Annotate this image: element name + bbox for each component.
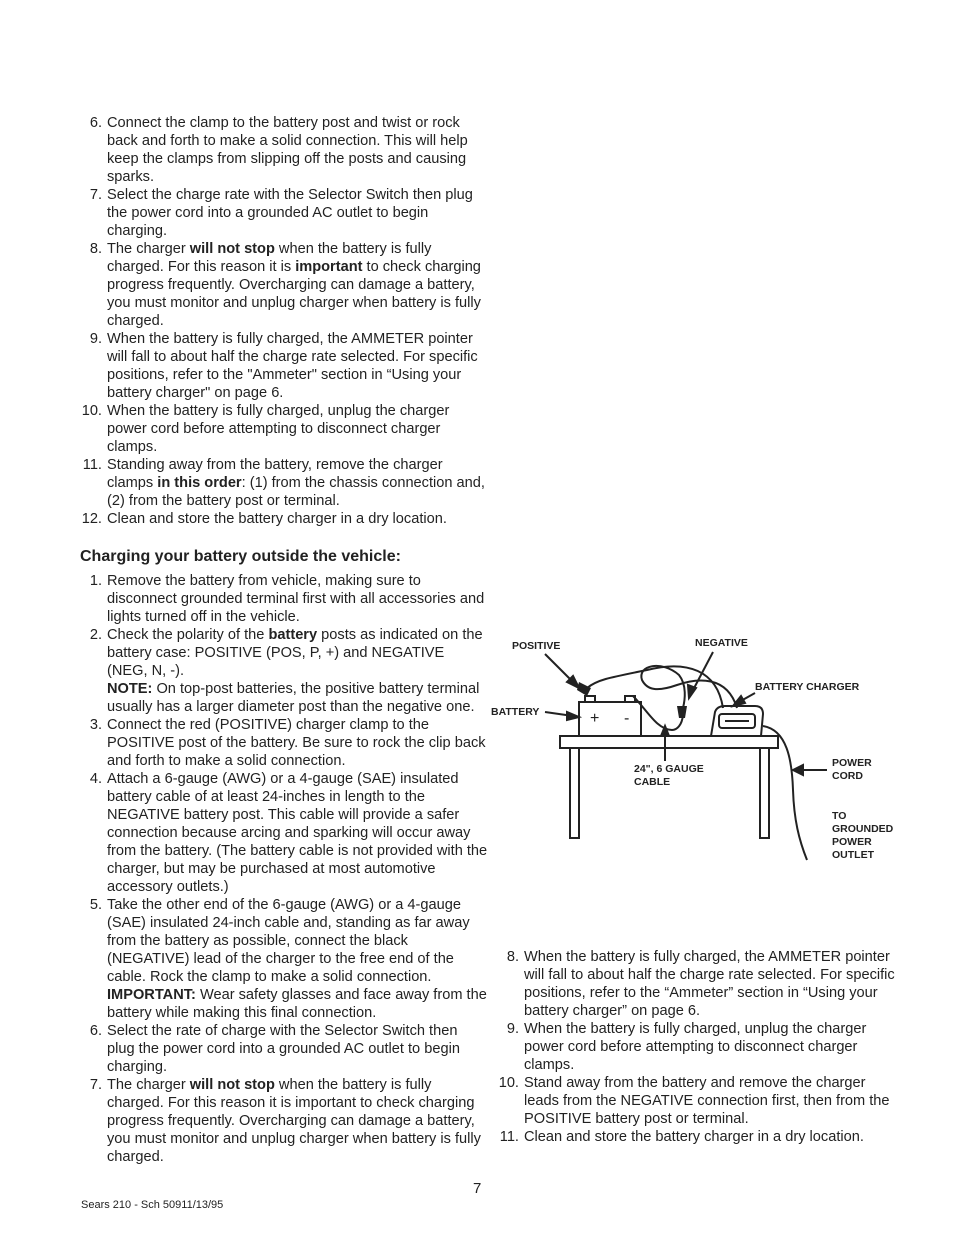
- list-item-number: 7.: [89, 187, 102, 203]
- list-item-text: Connect the clamp to the battery post and twist or rock back and forth to make a solid connection. This will help keep the clamps from slipping off the posts and causing sparks.: [107, 115, 468, 185]
- note-text: On top-post batteries, the positive battery terminal usually has a larger diameter post than the negative one.: [107, 681, 480, 715]
- label-outlet-4: OUTLET: [832, 849, 874, 861]
- list-item: [78, 770, 488, 896]
- list-item: [78, 330, 488, 402]
- list-item-number: 6.: [89, 115, 102, 131]
- label-cable-1: 24", 6 GAUGE: [634, 763, 704, 775]
- list-item-number: 2.: [89, 627, 102, 643]
- left-column: [78, 114, 488, 1166]
- list-item-number: 12.: [81, 511, 102, 527]
- list-item: [78, 456, 488, 510]
- list-item-number: 3.: [89, 717, 102, 733]
- emphasis-text: will not stop: [189, 1077, 275, 1093]
- list-item-number: 4.: [89, 771, 102, 787]
- label-outlet-2: GROUNDED: [832, 823, 894, 835]
- list-item-text: When the battery is fully charged, unplug the charger power cord before attempting to disconnect charger clamps.: [524, 1021, 867, 1073]
- section-heading: Charging your battery outside the vehicle:: [80, 548, 401, 565]
- list-item-text: Remove the battery from vehicle, making sure to disconnect grounded terminal first with all accessories and lights turned off in the vehicle.: [107, 573, 485, 625]
- charging-steps-list: [78, 114, 488, 528]
- label-battery-charger: BATTERY CHARGER: [755, 681, 860, 693]
- list-item-text: When the battery is fully charged, the AMMETER pointer will fall to about half the charge rate selected. For specific positions, refer to the "Ammeter" section in “Using your battery charger" on page 6.: [107, 331, 478, 401]
- list-item-text: Clean and store the battery charger in a dry location.: [524, 1129, 864, 1145]
- emphasis-text: in this order: [157, 475, 242, 491]
- list-item-text: The charger: [107, 241, 190, 257]
- label-power-cord-2: CORD: [832, 770, 863, 782]
- list-item: [78, 240, 488, 330]
- list-item-number: 8.: [506, 949, 519, 965]
- list-item: [495, 1020, 895, 1074]
- list-item-text: When the battery is fully charged, the AMMETER pointer will fall to about half the charge rate selected. For specific positions, refer to the “Ammeter” section in “Using your battery charger” on page 6.: [524, 949, 895, 1019]
- list-item-text: Attach a 6-gauge (AWG) or a 4-gauge (SAE) insulated battery cable of at least 24-inches in length to the NEGATIVE battery post. This cable will provide a safer connection because arcing and sparking will occur away from the battery. (The battery cable is not provided with the charger, but may be purchased at most automotive accessory outlets.): [107, 771, 488, 895]
- list-item-number: 10.: [498, 1075, 519, 1091]
- list-item-text: when the battery is fully charged. For this reason it is important to check charging progress frequently. Overcharging can damage a battery, you must monitor and unplug charger when battery is fully charged.: [107, 1077, 481, 1165]
- list-item: [78, 510, 488, 528]
- list-item-number: 6.: [89, 1023, 102, 1039]
- list-item-number: 9.: [89, 331, 102, 347]
- list-item-text: Select the charge rate with the Selector Switch then plug the power cord into a grounded AC outlet to begin charging.: [107, 187, 473, 239]
- list-item-text: Clean and store the battery charger in a dry location.: [107, 511, 447, 527]
- list-item-number: 9.: [506, 1021, 519, 1037]
- list-item-text: Select the rate of charge with the Selector Switch then plug the power cord into a grounded AC outlet to begin charging.: [107, 1023, 460, 1075]
- list-item: [78, 716, 488, 770]
- list-item-text: Check the polarity of the: [107, 627, 269, 643]
- list-item-number: 10.: [81, 403, 102, 419]
- label-power-cord-1: POWER: [832, 757, 872, 769]
- continued-steps-list: [495, 948, 895, 1146]
- list-item-text: Standing away from the battery, remove the charger clamps: [107, 457, 443, 491]
- emphasis-text: important: [295, 259, 363, 275]
- label-positive: POSITIVE: [512, 640, 561, 652]
- list-item-number: 11.: [82, 457, 102, 473]
- label-battery: BATTERY: [491, 706, 540, 718]
- list-item-text: When the battery is fully charged, unplug the charger power cord before attempting to disconnect charger clamps.: [107, 403, 450, 455]
- plus-sign: +: [590, 710, 600, 727]
- list-item: [78, 896, 488, 1022]
- list-item-text: posts as indicated on the battery case: POSITIVE (POS, P, +) and NEGATIVE (NEG, N, -).: [107, 627, 483, 679]
- list-item: [78, 1022, 488, 1076]
- label-negative: NEGATIVE: [695, 637, 748, 649]
- list-item-number: 5.: [89, 897, 102, 913]
- list-item-text: Take the other end of the 6-gauge (AWG) or a 4-gauge (SAE) insulated 24-inch cable and, standing as far away from the battery as possible, connect the black (NEGATIVE) lead of the charger to the free end of the cable. Rock the clamp to make a solid connection.: [107, 897, 470, 985]
- list-item-text: : (1) from the chassis connection and, (2) from the battery post or terminal.: [107, 475, 485, 509]
- list-item: [495, 1074, 895, 1128]
- minus-sign: -: [624, 710, 630, 727]
- label-outlet-1: TO: [832, 810, 847, 822]
- list-item: [495, 948, 895, 1020]
- list-item: [78, 186, 488, 240]
- note-label: NOTE:: [107, 681, 153, 697]
- battery-charging-diagram: [487, 630, 907, 870]
- emphasis-text: will not stop: [189, 241, 275, 257]
- battery-shape: [579, 696, 641, 736]
- list-item-text: when the battery is fully charged. For this reason it is: [107, 241, 432, 275]
- label-outlet-3: POWER: [832, 836, 872, 848]
- list-item: [78, 572, 488, 626]
- list-item: [78, 626, 488, 716]
- list-item-text: to check charging progress frequently. Overcharging can damage a battery, you must monitor and unplug charger when battery is fully charged.: [107, 259, 481, 329]
- list-item-text: Connect the red (POSITIVE) charger clamp to the POSITIVE post of the battery. Be sure to rock the clip back and forth to make a solid connection.: [107, 717, 486, 769]
- list-item: [78, 114, 488, 186]
- list-item-text: Stand away from the battery and remove the charger leads from the NEGATIVE connection first, then from the POSITIVE battery post or terminal.: [524, 1075, 890, 1127]
- note-text: Wear safety glasses and face away from the battery while making this final connection.: [107, 987, 487, 1021]
- emphasis-text: battery: [268, 627, 318, 643]
- page-number: 7: [473, 1180, 482, 1197]
- list-item: [495, 1128, 895, 1146]
- list-item: [78, 402, 488, 456]
- right-column: [495, 948, 895, 1146]
- label-cable-2: CABLE: [634, 776, 671, 788]
- list-item-number: 1.: [89, 573, 102, 589]
- list-item-text: The charger: [107, 1077, 190, 1093]
- list-item-number: 8.: [89, 241, 102, 257]
- charger-shape: [711, 706, 763, 736]
- list-item-number: 11.: [499, 1129, 519, 1145]
- footer: Sears 210 - Sch 50911/13/95: [81, 1199, 224, 1211]
- note-label: IMPORTANT:: [107, 987, 196, 1003]
- list-item-number: 7.: [89, 1077, 102, 1093]
- list-item: [78, 1076, 488, 1166]
- outside-vehicle-steps-list: [78, 572, 488, 1166]
